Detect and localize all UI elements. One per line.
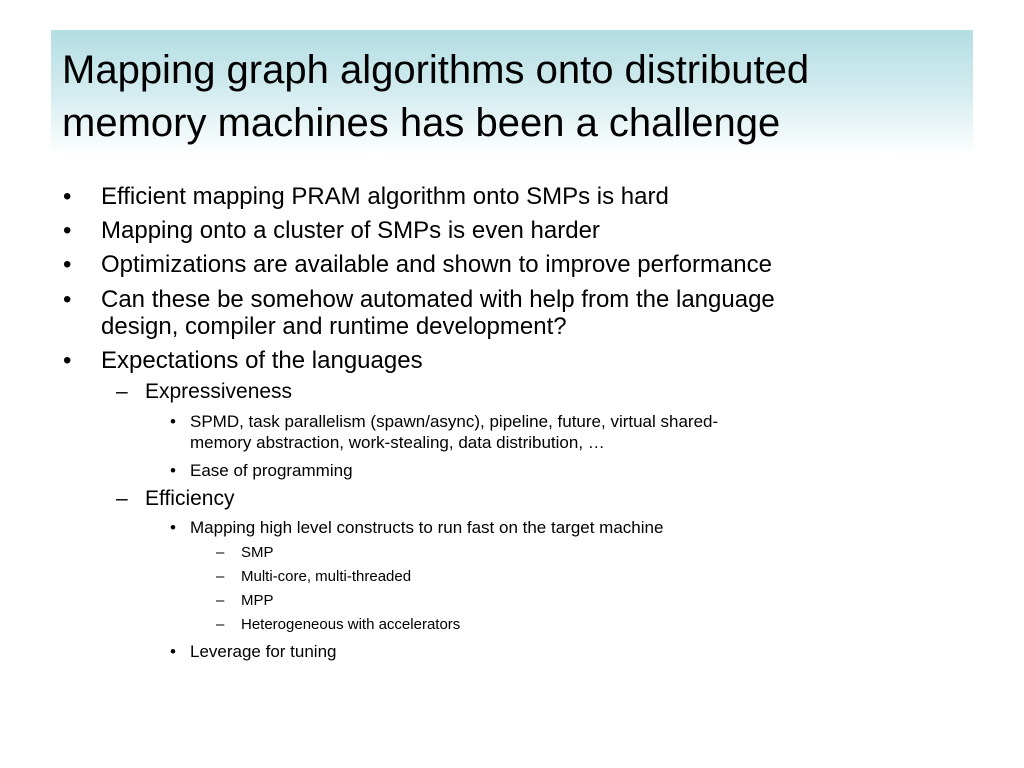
bullet-item: Expectations of the languages — [101, 347, 423, 374]
bullet-marker: • — [63, 251, 72, 278]
sub-sub-item: Multi-core, multi-threaded — [241, 568, 412, 585]
sub-sub-item: MPP — [241, 592, 274, 609]
bullet-marker: • — [170, 518, 176, 537]
sub-item: Leverage for tuning — [190, 642, 337, 661]
bullet-marker: • — [170, 642, 176, 661]
sub-sub-item: SMP — [241, 544, 274, 561]
sub-sub-item: Heterogeneous with accelerators — [241, 616, 461, 633]
slide-title-line-1: Mapping graph algorithms onto distributed — [62, 48, 810, 92]
slide-title — [62, 44, 962, 150]
bullet-item: Efficient mapping PRAM algorithm onto SMPs is hard — [101, 183, 669, 210]
bullet-item: Optimizations are available and shown to improve performance — [101, 251, 773, 278]
dash-marker: – — [216, 568, 225, 585]
dash-marker: – — [216, 544, 225, 561]
dash-marker: – — [216, 616, 225, 633]
bullet-marker: • — [63, 183, 72, 210]
bullet-marker: • — [63, 347, 72, 374]
bullet-marker: • — [63, 217, 72, 244]
sub-item: SPMD, task parallelism (spawn/async), pipeline, future, virtual shared- — [190, 412, 719, 431]
bullet-marker: • — [170, 461, 176, 480]
bullet-item: Mapping onto a cluster of SMPs is even harder — [101, 217, 600, 244]
bullet-marker: • — [170, 412, 176, 431]
bullet-marker: • — [63, 286, 72, 313]
dash-marker: – — [116, 487, 128, 510]
dash-marker: – — [216, 592, 225, 609]
sub-heading-expressiveness: Expressiveness — [145, 380, 293, 403]
slide-title-line-2: memory machines has been a challenge — [62, 101, 781, 145]
bullet-item: Can these be somehow automated with help from the language — [101, 286, 775, 313]
dash-marker: – — [116, 380, 128, 403]
bullet-item-continuation: design, compiler and runtime development? — [101, 313, 567, 340]
sub-heading-efficiency: Efficiency — [145, 487, 235, 510]
sub-item: Mapping high level constructs to run fast on the target machine — [190, 518, 664, 537]
sub-item-continuation: memory abstraction, work-stealing, data distribution, … — [190, 433, 605, 452]
sub-item: Ease of programming — [190, 461, 353, 480]
